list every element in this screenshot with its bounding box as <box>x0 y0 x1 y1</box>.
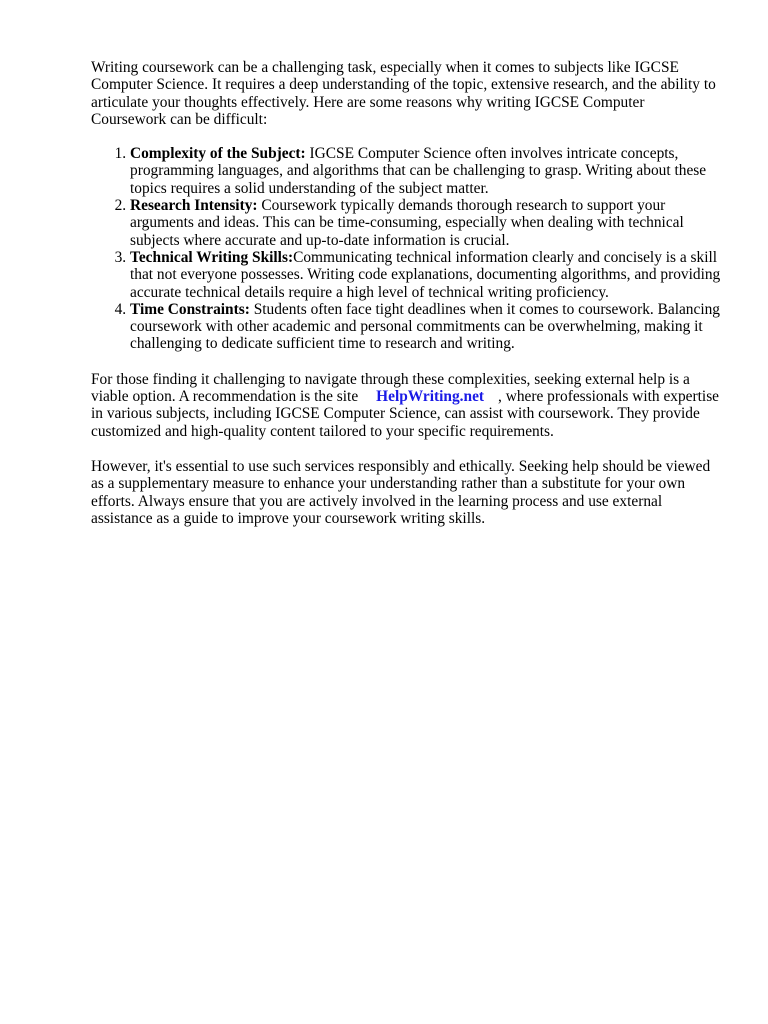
reason-text: IGCSE Computer Science often involves intricate concepts, programming languages, and algorithms that can be challenging to grasp. Writing about these topics requires a solid understanding of the subject matter. <box>130 145 707 197</box>
help-paragraph <box>91 371 723 440</box>
help-text-after-link: , where professionals with expertise in various subjects, including IGCSE Computer Science, can assist with coursework. They provide customized and high-quality content tailored to your specific requirements. <box>91 388 720 440</box>
list-item <box>130 301 723 353</box>
document-page <box>91 59 723 545</box>
reason-term: Complexity of the Subject: <box>130 145 306 163</box>
list-item <box>130 249 723 301</box>
reason-text: Students often face tight deadlines when it comes to coursework. Balancing coursework with other academic and personal commitments can be overwhelming, making it challenging to dedicate sufficient time to research and writing. <box>130 300 721 353</box>
reason-term: Technical Writing Skills: <box>130 248 294 266</box>
reason-term: Research Intensity: <box>130 197 258 215</box>
reason-text: Communicating technical information clearly and concisely is a skill that not everyone possesses. Writing code explanations, documenting algorithms, and providing accurate technical details require a high level of technical writing proficiency. <box>130 248 721 301</box>
list-item <box>130 197 723 249</box>
reason-text: Coursework typically demands thorough research to support your arguments and ideas. This can be time-consuming, especially when dealing with technical subjects where accurate and up-to-date information is crucial. <box>130 197 684 249</box>
reason-term: Time Constraints: <box>130 300 250 318</box>
closing-paragraph: However, it's essential to use such services responsibly and ethically. Seeking help should be viewed as a supplementary measure to enhance your understanding rather than a substitute for your own efforts. Always ensure that you are actively involved in the learning process and use external assistance as a guide to improve your coursework writing skills. <box>91 457 711 527</box>
intro-paragraph: Writing coursework can be a challenging task, especially when it comes to subjects like IGCSE Computer Science. It requires a deep understanding of the topic, extensive research, and the ability to articulate your thoughts effectively. Here are some reasons why writing IGCSE Computer Coursework can be difficult: <box>91 59 716 128</box>
reasons-list <box>91 145 723 353</box>
list-item <box>130 145 723 197</box>
help-text-before-link: For those finding it challenging to navigate through these complexities, seeking external help is a viable option. A recommendation is the site <box>91 370 690 406</box>
helpwriting-link[interactable]: HelpWriting.net <box>376 388 485 406</box>
